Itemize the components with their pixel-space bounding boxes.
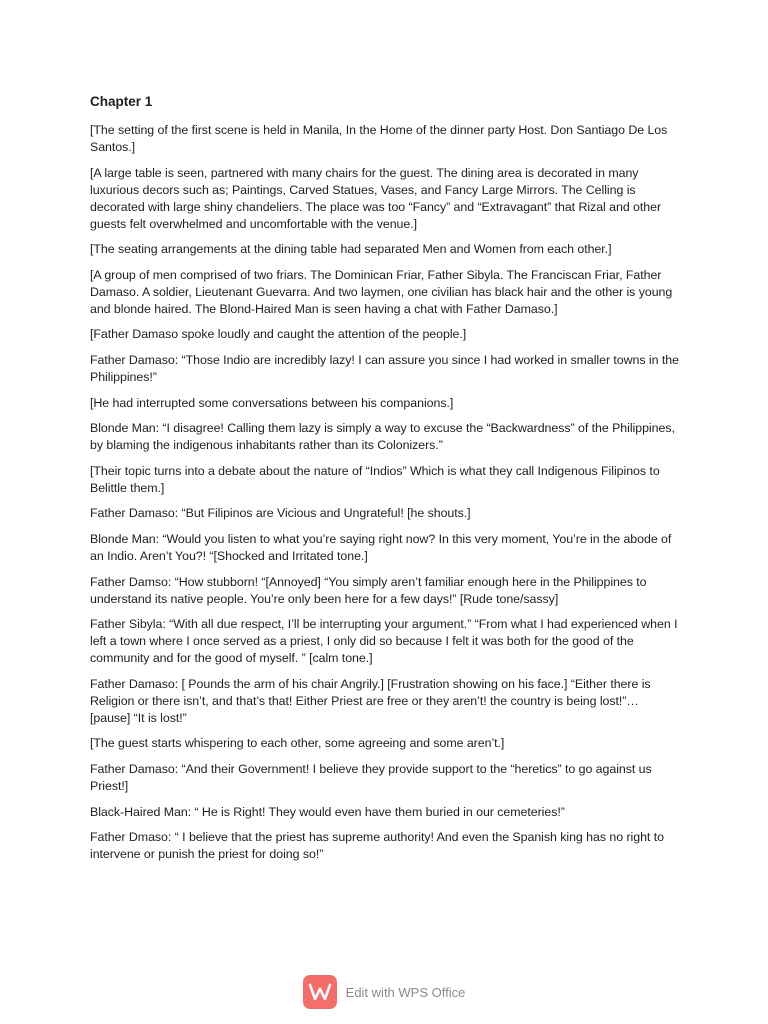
paragraph: [A group of men comprised of two friars. The Dominican Friar, Father Sibyla. The Franciscan Friar, Father Damaso. A soldier, Lieutenant Guevarra. And two laymen, one civilian has black hair and the other is young and blonde haired. The Blond-Haired Man is seen having a chat with Father Damaso.] [90,267,673,316]
document-body [90,122,682,863]
paragraph: Father Dmaso: “ I believe that the priest has supreme authority! And even the Spanish king has no right to intervene or punish the priest for doing so!” [90,830,664,862]
paragraph: Black-Haired Man: “ He is Right! They would even have them buried in our cemeteries!” [90,804,565,819]
chapter-title: Chapter 1 [90,94,153,109]
paragraph: Father Damso: “How stubborn! “[Annoyed] “You simply aren’t familiar enough here in the Philippines to understand its native people. You’re only been here for a few days!” [Rude tone/sassy] [90,574,647,606]
paragraph: Father Damaso: “But Filipinos are Vicious and Ungrateful! [he shouts.] [90,506,471,521]
paragraph: Father Sibyla: “With all due respect, I’ll be interrupting your argument.” “From what I had experienced when I left a town where I once served as a priest, I only did so because I felt it was both for the good of the community and for the good of myself. ” [calm tone.] [90,617,678,666]
paragraph: Blonde Man: “Would you listen to what you’re saying right now? In this very moment, You’re in the abode of an Indio. Aren’t You?! “[Shocked and Irritated tone.] [90,531,672,563]
paragraph: [Father Damaso spoke loudly and caught the attention of the people.] [90,327,467,342]
wps-footer-label: Edit with WPS Office [345,984,466,1000]
paragraph: Father Damaso: “Those Indio are incredibly lazy! I can assure you since I had worked in smaller towns in the Philippines!” [90,352,679,384]
paragraph: [The seating arrangements at the dining table had separated Men and Women from each other.] [90,242,612,257]
document-page [90,93,682,872]
paragraph: [The guest starts whispering to each other, some agreeing and some aren’t.] [90,736,505,751]
wps-office-icon [303,975,337,1009]
paragraph: [Their topic turns into a debate about the nature of “Indios” Which is what they call Indigenous Filipinos to Belittle them.] [90,463,660,495]
paragraph: Blonde Man: “I disagree! Calling them lazy is simply a way to excuse the “Backwardness” of the Philippines, by blaming the indigenous inhabitants rather than its Colonizers.” [90,421,675,453]
paragraph: [A large table is seen, partnered with many chairs for the guest. The dining area is decorated in many luxurious decors such as; Paintings, Carved Statues, Vases, and Fancy Large Mirrors. The Celling is decorated with large shiny chandeliers. The place was too “Fancy” and “Extravagant” that Rizal and other guests felt overwhelmed and uncomfortable with the venue.] [90,165,662,231]
paragraph: Father Damaso: “And their Government! I believe they provide support to the “heretics” to go against us Priest!] [90,761,652,793]
paragraph: [He had interrupted some conversations between his companions.] [90,395,454,410]
wps-footer-link[interactable] [0,975,768,1009]
paragraph: Father Damaso: [ Pounds the arm of his chair Angrily.] [Frustration showing on his face.] “Either there is Religion or there isn’t, and that’s that! Either Priest are free or they aren’t! the country is being lost!”… [pause] “It is lost!” [90,676,651,725]
paragraph: [The setting of the first scene is held in Manila, In the Home of the dinner party Host. Don Santiago De Los Santos.] [90,123,668,154]
